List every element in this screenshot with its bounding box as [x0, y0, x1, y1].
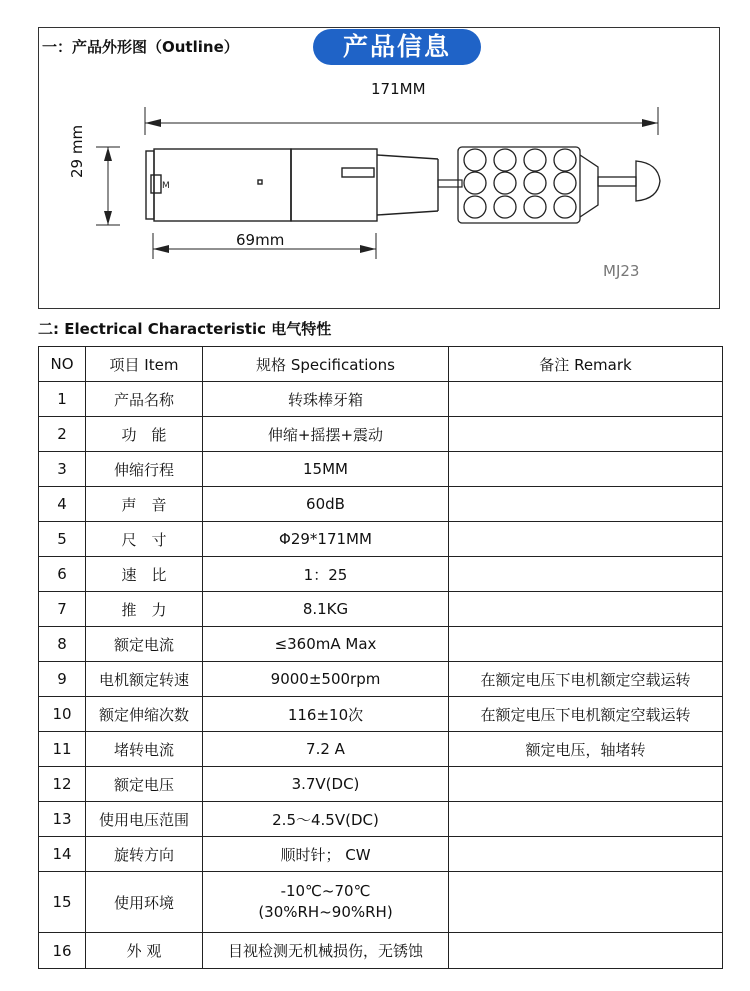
row-item: 尺 寸 — [86, 522, 203, 557]
table-row — [39, 522, 723, 557]
row-spec: 9000±500rpm — [203, 662, 449, 697]
arrow-down-icon — [104, 211, 112, 225]
row-remark — [449, 767, 723, 802]
row-remark — [449, 417, 723, 452]
row-no: 6 — [39, 557, 86, 592]
row-spec: 15MM — [203, 452, 449, 487]
row-spec: 3.7V(DC) — [203, 767, 449, 802]
row-item: 堵转电流 — [86, 732, 203, 767]
row-item: 声 音 — [86, 487, 203, 522]
bead-head — [458, 147, 660, 223]
row-remark — [449, 802, 723, 837]
table-row — [39, 697, 723, 732]
row-spec: Φ29*171MM — [203, 522, 449, 557]
arrow-up-icon — [104, 147, 112, 161]
row-remark — [449, 487, 723, 522]
electrical-section-title: 二: Electrical Characteristic 电气特性 — [38, 320, 332, 338]
table-row — [39, 732, 723, 767]
row-no: 13 — [39, 802, 86, 837]
row-no: 8 — [39, 627, 86, 662]
spec-table — [38, 346, 723, 969]
table-row — [39, 933, 723, 969]
row-no: 5 — [39, 522, 86, 557]
row-spec: 目视检测无机械损伤，无锈蚀 — [203, 933, 449, 969]
table-row — [39, 662, 723, 697]
header-remark: 备注 Remark — [449, 347, 723, 382]
table-row — [39, 557, 723, 592]
row-spec: 2.5～4.5V(DC) — [203, 802, 449, 837]
row-item: 伸缩行程 — [86, 452, 203, 487]
row-no: 2 — [39, 417, 86, 452]
row-item: 电机额定转速 — [86, 662, 203, 697]
row-item: 速 比 — [86, 557, 203, 592]
row-item: 旋转方向 — [86, 837, 203, 872]
row-remark: 额定电压，轴堵转 — [449, 732, 723, 767]
row-spec: 顺时针； CW — [203, 837, 449, 872]
row-remark — [449, 933, 723, 969]
row-spec: 60dB — [203, 487, 449, 522]
outline-section-title: 一：产品外形图（Outline） — [42, 38, 239, 56]
row-no: 7 — [39, 592, 86, 627]
row-spec: ≤360mA Max — [203, 627, 449, 662]
row-item: 使用环境 — [86, 872, 203, 933]
row-item: 功 能 — [86, 417, 203, 452]
header-no: NO — [39, 347, 86, 382]
row-no: 12 — [39, 767, 86, 802]
table-row — [39, 802, 723, 837]
product-info-badge: 产品信息 — [313, 29, 481, 65]
table-row — [39, 452, 723, 487]
row-no: 10 — [39, 697, 86, 732]
model-number: MJ23 — [603, 262, 640, 280]
motor-label: M — [162, 181, 170, 191]
row-spec: 7.2 A — [203, 732, 449, 767]
row-item: 额定伸缩次数 — [86, 697, 203, 732]
row-remark — [449, 522, 723, 557]
table-row — [39, 417, 723, 452]
row-item: 额定电压 — [86, 767, 203, 802]
row-item: 推 力 — [86, 592, 203, 627]
table-header-row — [39, 347, 723, 382]
diameter-dimension-label: 29 mm — [68, 124, 86, 178]
row-remark — [449, 837, 723, 872]
row-no: 4 — [39, 487, 86, 522]
header-item: 项目 Item — [86, 347, 203, 382]
body-dimension-label: 69mm — [236, 231, 285, 249]
row-no: 3 — [39, 452, 86, 487]
row-item: 额定电流 — [86, 627, 203, 662]
row-spec: 1：25 — [203, 557, 449, 592]
table-row — [39, 837, 723, 872]
length-dimension-label: 171MM — [371, 80, 426, 98]
row-spec: 伸缩+摇摆+震动 — [203, 417, 449, 452]
row-spec: 116±10次 — [203, 697, 449, 732]
row-remark — [449, 627, 723, 662]
row-spec: 转珠棒牙箱 — [203, 382, 449, 417]
table-row — [39, 382, 723, 417]
row-no: 15 — [39, 872, 86, 933]
row-remark: 在额定电压下电机额定空载运转 — [449, 662, 723, 697]
row-spec: 8.1KG — [203, 592, 449, 627]
table-row — [39, 592, 723, 627]
row-no: 1 — [39, 382, 86, 417]
arrow-right-icon — [642, 119, 658, 127]
arrow-left-icon — [145, 119, 161, 127]
row-remark — [449, 452, 723, 487]
row-remark — [449, 592, 723, 627]
row-remark — [449, 382, 723, 417]
row-remark — [449, 557, 723, 592]
row-no: 16 — [39, 933, 86, 969]
table-row — [39, 767, 723, 802]
table-row — [39, 872, 723, 933]
row-spec: -10℃~70℃ (30%RH~90%RH) — [203, 872, 449, 933]
row-no: 11 — [39, 732, 86, 767]
row-remark: 在额定电压下电机额定空载运转 — [449, 697, 723, 732]
row-no: 9 — [39, 662, 86, 697]
row-remark — [449, 872, 723, 933]
motor-body — [146, 149, 438, 221]
table-row — [39, 627, 723, 662]
header-spec: 规格 Specifications — [203, 347, 449, 382]
row-no: 14 — [39, 837, 86, 872]
row-item: 产品名称 — [86, 382, 203, 417]
table-row — [39, 487, 723, 522]
row-item: 使用电压范围 — [86, 802, 203, 837]
row-item: 外 观 — [86, 933, 203, 969]
